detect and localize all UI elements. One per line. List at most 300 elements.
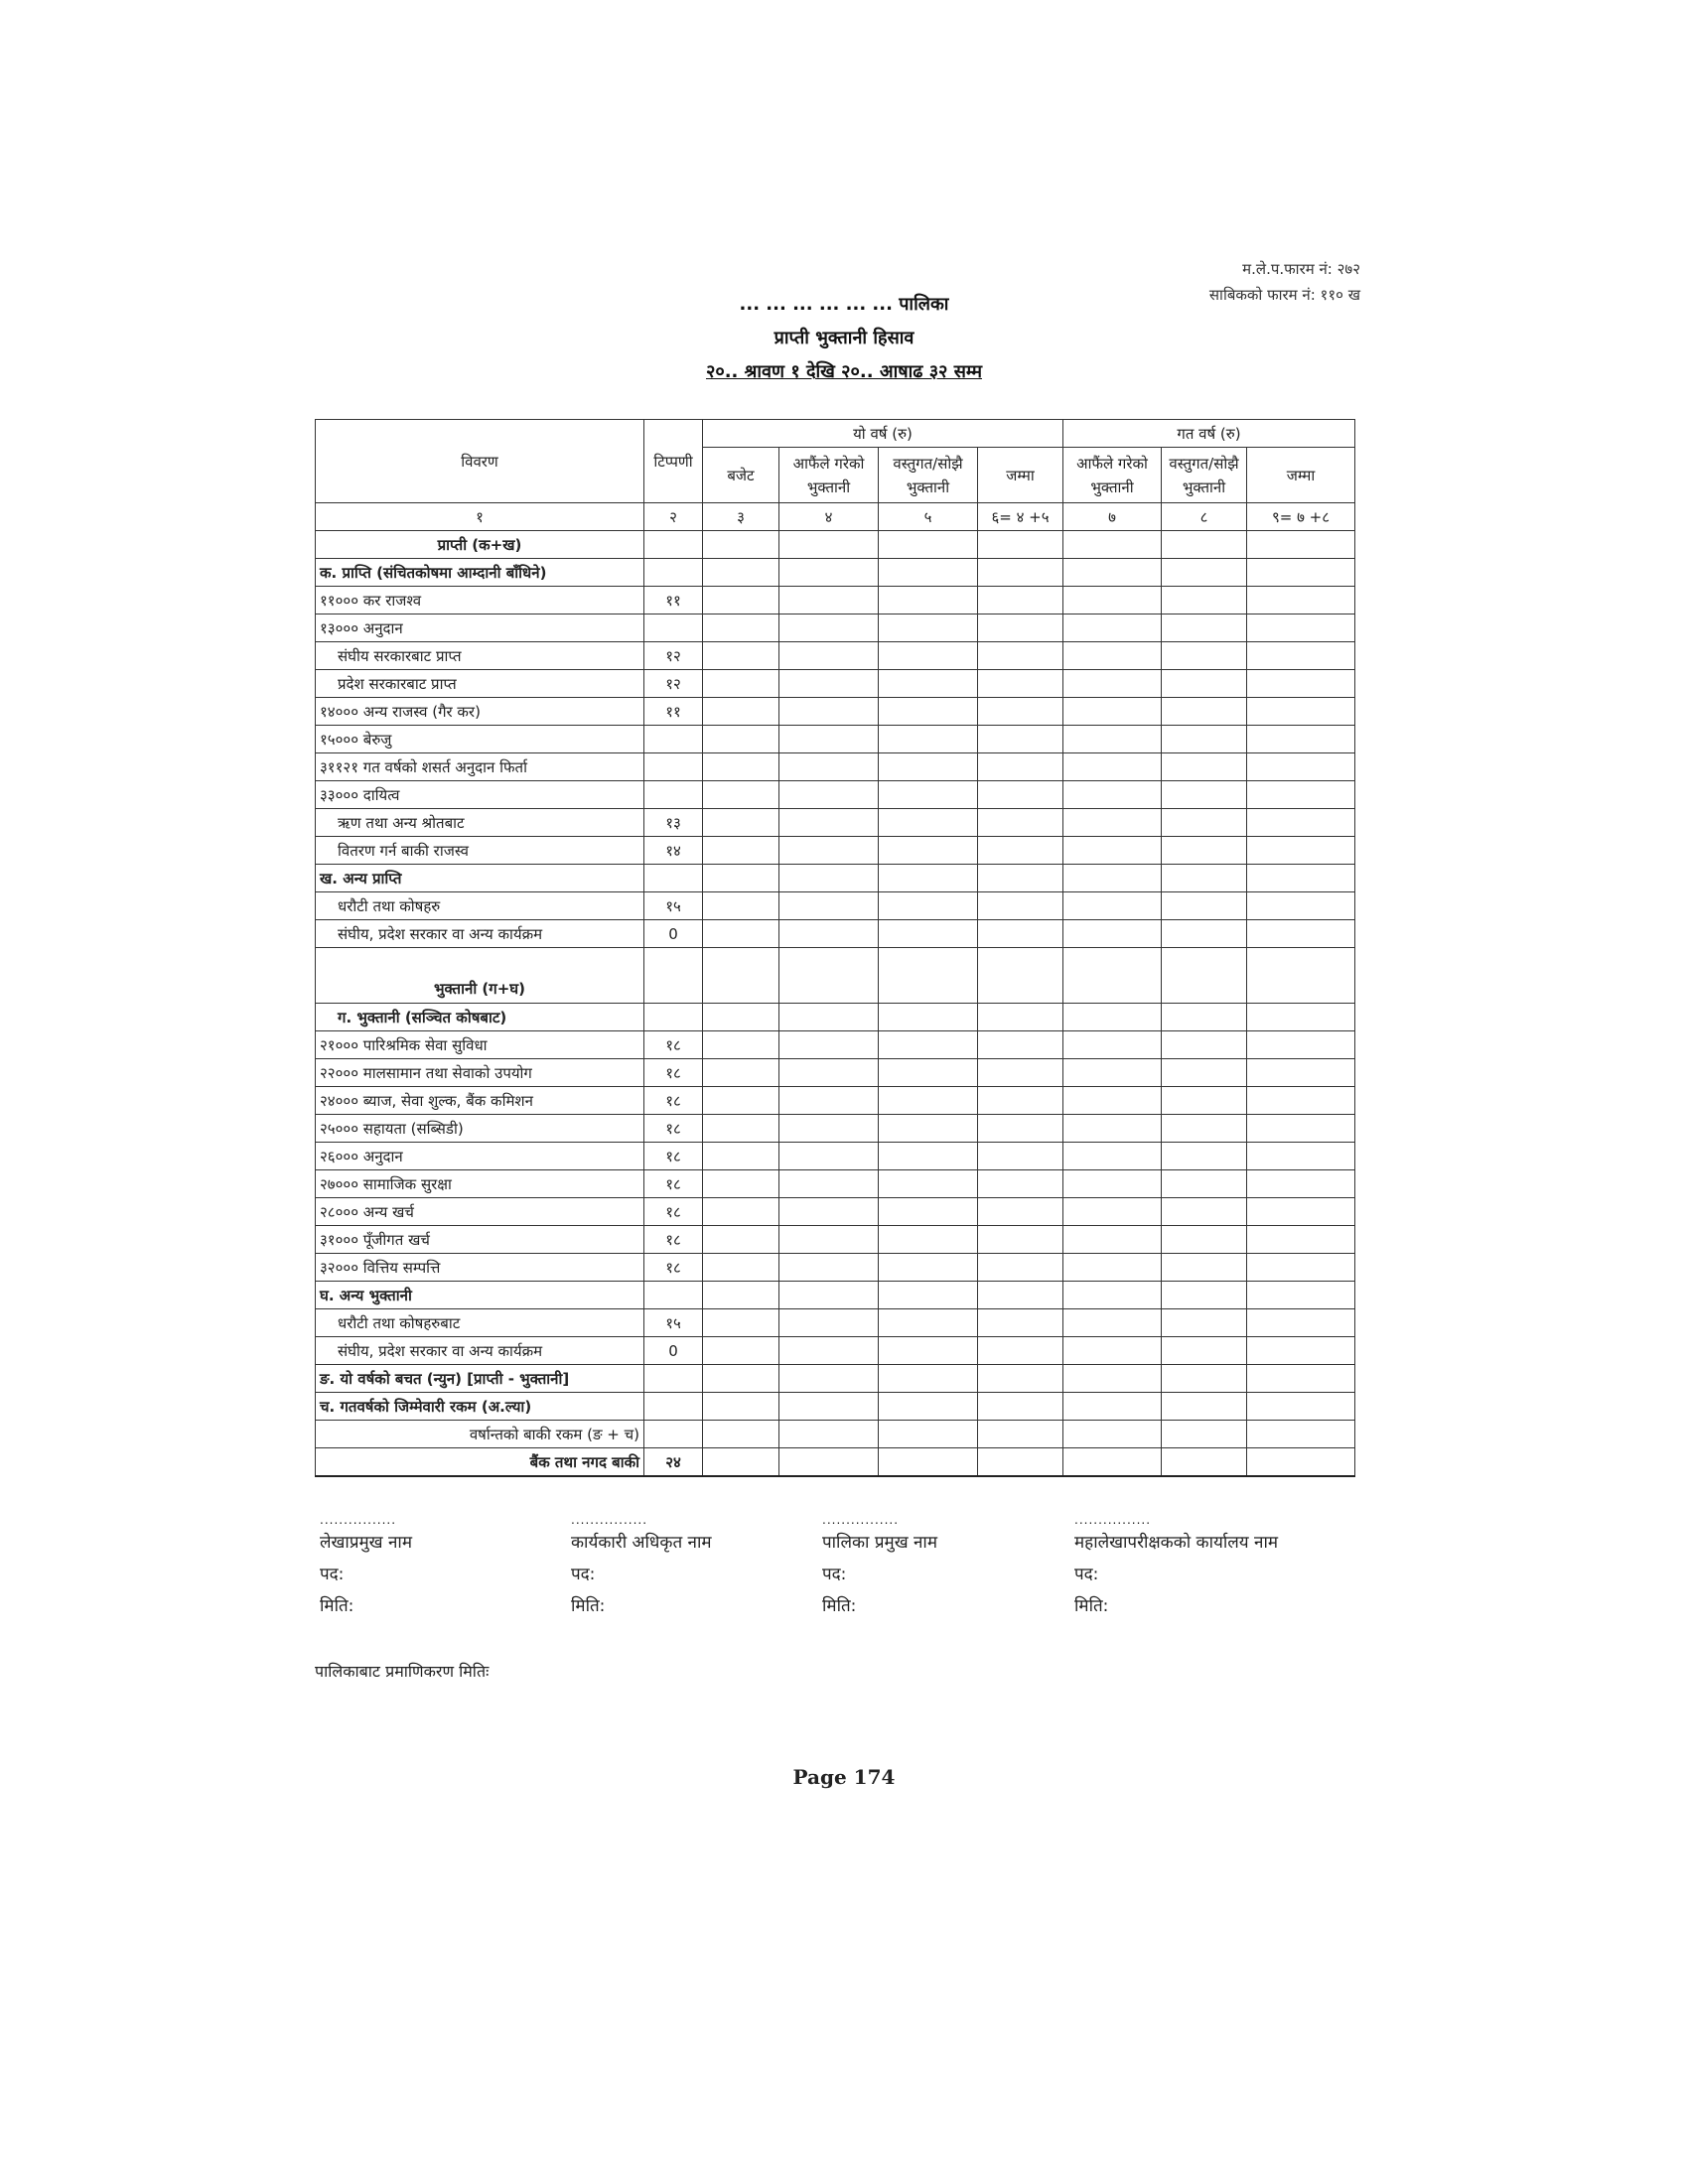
table-row	[316, 1059, 1355, 1087]
amount-cell	[879, 614, 978, 642]
amount-cell	[1247, 698, 1355, 726]
amount-cell	[879, 1282, 978, 1309]
amount-cell	[703, 920, 779, 948]
col-number: ६= ४ +५	[978, 503, 1063, 531]
amount-cell	[1247, 531, 1355, 559]
table-row	[316, 1393, 1355, 1421]
amount-cell	[779, 892, 879, 920]
amount-cell	[879, 642, 978, 670]
amount-cell	[1162, 587, 1247, 614]
amount-cell	[1162, 865, 1247, 892]
amount-cell	[1063, 726, 1162, 753]
column-number-row	[316, 503, 1355, 531]
row-label: २५००० सहायता (सब्सिडी)	[316, 1115, 644, 1143]
amount-cell	[1162, 1337, 1247, 1365]
signature-line: ................	[1074, 1513, 1152, 1527]
amount-cell	[1063, 920, 1162, 948]
amount-cell	[1063, 1170, 1162, 1198]
amount-cell	[1247, 865, 1355, 892]
receipt-payment-table	[315, 419, 1355, 1477]
amount-cell	[779, 1309, 879, 1337]
row-label: संघीय सरकारबाट प्राप्त	[316, 642, 644, 670]
amount-cell	[879, 781, 978, 809]
row-label: २६००० अनुदान	[316, 1143, 644, 1170]
row-label: धरौटी तथा कोषहरुबाट	[316, 1309, 644, 1337]
amount-cell	[978, 1004, 1063, 1031]
amount-cell	[779, 587, 879, 614]
amount-cell	[779, 698, 879, 726]
row-note	[644, 753, 703, 781]
amount-cell	[978, 1448, 1063, 1477]
amount-cell	[779, 1087, 879, 1115]
signature-post: पद:	[822, 1565, 847, 1584]
amount-cell	[978, 559, 1063, 587]
row-label: वर्षान्तको बाकी रकम (ङ + च)	[316, 1421, 644, 1448]
amount-cell	[1063, 1309, 1162, 1337]
col-number: ९= ७ +८	[1247, 503, 1355, 531]
row-note: १३	[644, 809, 703, 837]
amount-cell	[703, 587, 779, 614]
signature-date: मिति:	[822, 1596, 857, 1616]
row-note: १८	[644, 1031, 703, 1059]
table-row	[316, 642, 1355, 670]
amount-cell	[978, 1309, 1063, 1337]
row-label: क. प्राप्ति (संचितकोषमा आम्दानी बाँधिने)	[316, 559, 644, 587]
table-row	[316, 1282, 1355, 1309]
header-ly-total: जम्मा	[1247, 448, 1355, 503]
amount-cell	[1063, 892, 1162, 920]
amount-cell	[879, 1004, 978, 1031]
amount-cell	[978, 837, 1063, 865]
amount-cell	[978, 1059, 1063, 1087]
amount-cell	[1063, 531, 1162, 559]
document-title: प्राप्ती भुक्तानी हिसाव	[774, 328, 914, 348]
row-label: ङ. यो वर्षको बचत (न्युन) [प्राप्ती - भुक्तानी]	[316, 1365, 644, 1393]
amount-cell	[1063, 1337, 1162, 1365]
amount-cell	[879, 698, 978, 726]
amount-cell	[879, 1170, 978, 1198]
amount-cell	[978, 670, 1063, 698]
amount-cell	[879, 1421, 978, 1448]
amount-cell	[779, 1115, 879, 1143]
amount-cell	[1162, 1448, 1247, 1477]
amount-cell	[879, 920, 978, 948]
amount-cell	[1247, 781, 1355, 809]
amount-cell	[1162, 642, 1247, 670]
amount-cell	[978, 614, 1063, 642]
amount-cell	[703, 1059, 779, 1087]
amount-cell	[703, 1170, 779, 1198]
amount-cell	[703, 1421, 779, 1448]
header-ly-direct-payment: वस्तुगत/सोझै भुक्तानी	[1162, 448, 1247, 503]
amount-cell	[1247, 753, 1355, 781]
amount-cell	[978, 642, 1063, 670]
amount-cell	[1162, 781, 1247, 809]
amount-cell	[779, 753, 879, 781]
amount-cell	[779, 642, 879, 670]
row-label: १५००० बेरुजु	[316, 726, 644, 753]
amount-cell	[1162, 1309, 1247, 1337]
amount-cell	[879, 1393, 978, 1421]
row-label: २४००० ब्याज, सेवा शुल्क, बैंक कमिशन	[316, 1087, 644, 1115]
amount-cell	[1063, 1226, 1162, 1254]
signature-line: ................	[822, 1513, 900, 1527]
form-number-current: म.ले.प.फारम नं: २७२	[1242, 260, 1360, 278]
amount-cell	[1063, 1143, 1162, 1170]
amount-cell	[779, 809, 879, 837]
table-row	[316, 1337, 1355, 1365]
amount-cell	[1247, 1198, 1355, 1226]
amount-cell	[779, 1337, 879, 1365]
signature-name: महालेखापरीक्षकको कार्यालय नाम	[1074, 1533, 1279, 1553]
amount-cell	[978, 1170, 1063, 1198]
row-note	[644, 614, 703, 642]
amount-cell	[703, 1115, 779, 1143]
signature-post: पद:	[1074, 1565, 1099, 1584]
amount-cell	[879, 1087, 978, 1115]
amount-cell	[978, 1115, 1063, 1143]
amount-cell	[703, 1448, 779, 1477]
row-note: १८	[644, 1170, 703, 1198]
table-row	[316, 1198, 1355, 1226]
amount-cell	[1063, 1421, 1162, 1448]
signature-block-auditor-general-office	[1074, 1513, 1372, 1622]
row-label: च. गतवर्षको जिम्मेवारी रकम (अ.ल्या)	[316, 1393, 644, 1421]
amount-cell	[1063, 948, 1162, 1004]
amount-cell	[879, 1337, 978, 1365]
amount-cell	[1247, 614, 1355, 642]
table-row	[316, 1004, 1355, 1031]
col-number: ५	[879, 503, 978, 531]
table-row	[316, 1309, 1355, 1337]
amount-cell	[978, 1226, 1063, 1254]
amount-cell	[1247, 920, 1355, 948]
table-row	[316, 920, 1355, 948]
amount-cell	[1162, 1226, 1247, 1254]
row-note	[644, 1421, 703, 1448]
amount-cell	[703, 753, 779, 781]
row-note	[644, 559, 703, 587]
amount-cell	[779, 948, 879, 1004]
table-row	[316, 1421, 1355, 1448]
amount-cell	[779, 1198, 879, 1226]
table-row	[316, 892, 1355, 920]
amount-cell	[1063, 1198, 1162, 1226]
amount-cell	[703, 1393, 779, 1421]
amount-cell	[1063, 1365, 1162, 1393]
amount-cell	[703, 948, 779, 1004]
row-note	[644, 781, 703, 809]
amount-cell	[779, 531, 879, 559]
row-note	[644, 1004, 703, 1031]
signature-block-executive-officer	[571, 1513, 829, 1622]
amount-cell	[1162, 531, 1247, 559]
row-note	[644, 1393, 703, 1421]
row-label: संघीय, प्रदेश सरकार वा अन्य कार्यक्रम	[316, 1337, 644, 1365]
amount-cell	[1063, 1115, 1162, 1143]
amount-cell	[1247, 670, 1355, 698]
table-row	[316, 1031, 1355, 1059]
row-note: १८	[644, 1087, 703, 1115]
amount-cell	[779, 837, 879, 865]
amount-cell	[978, 753, 1063, 781]
amount-cell	[1162, 1115, 1247, 1143]
amount-cell	[1162, 1282, 1247, 1309]
certification-date: पालिकाबाट प्रमाणिकरण मितिः	[315, 1662, 490, 1681]
signature-name: लेखाप्रमुख नाम	[320, 1533, 412, 1553]
row-label: घ. अन्य भुक्तानी	[316, 1282, 644, 1309]
signature-block-municipality-chief	[822, 1513, 1080, 1622]
amount-cell	[978, 1421, 1063, 1448]
amount-cell	[1247, 809, 1355, 837]
table-row	[316, 1087, 1355, 1115]
signature-name: कार्यकारी अधिकृत नाम	[571, 1533, 712, 1553]
amount-cell	[779, 1143, 879, 1170]
amount-cell	[1247, 1421, 1355, 1448]
signature-block-accounts-chief	[320, 1513, 578, 1622]
amount-cell	[703, 698, 779, 726]
table-row	[316, 1365, 1355, 1393]
table-row	[316, 1448, 1355, 1477]
row-note	[644, 865, 703, 892]
amount-cell	[879, 892, 978, 920]
row-note: १८	[644, 1115, 703, 1143]
signature-post: पद:	[320, 1565, 345, 1584]
amount-cell	[1162, 920, 1247, 948]
amount-cell	[703, 1087, 779, 1115]
table-row	[316, 726, 1355, 753]
row-label: २७००० सामाजिक सुरक्षा	[316, 1170, 644, 1198]
amount-cell	[1247, 726, 1355, 753]
col-number: ४	[779, 503, 879, 531]
amount-cell	[703, 892, 779, 920]
row-note: १८	[644, 1059, 703, 1087]
amount-cell	[779, 1254, 879, 1282]
amount-cell	[779, 1448, 879, 1477]
table-row	[316, 781, 1355, 809]
row-note: १८	[644, 1143, 703, 1170]
amount-cell	[1063, 781, 1162, 809]
amount-cell	[978, 892, 1063, 920]
amount-cell	[779, 1365, 879, 1393]
amount-cell	[703, 559, 779, 587]
amount-cell	[879, 753, 978, 781]
amount-cell	[978, 1087, 1063, 1115]
amount-cell	[978, 948, 1063, 1004]
amount-cell	[879, 726, 978, 753]
amount-cell	[1247, 1226, 1355, 1254]
amount-cell	[703, 1254, 779, 1282]
amount-cell	[879, 1059, 978, 1087]
signature-date: मिति:	[320, 1596, 354, 1616]
amount-cell	[1247, 1004, 1355, 1031]
amount-cell	[879, 948, 978, 1004]
amount-cell	[1162, 614, 1247, 642]
amount-cell	[1063, 642, 1162, 670]
row-label: ३३००० दायित्व	[316, 781, 644, 809]
amount-cell	[703, 726, 779, 753]
table-row	[316, 1170, 1355, 1198]
amount-cell	[779, 559, 879, 587]
row-note: ११	[644, 698, 703, 726]
row-label: प्रदेश सरकारबाट प्राप्त	[316, 670, 644, 698]
row-note	[644, 531, 703, 559]
signature-post: पद:	[571, 1565, 596, 1584]
page-number: Page 174	[792, 1765, 896, 1789]
amount-cell	[978, 865, 1063, 892]
col-number: ३	[703, 503, 779, 531]
signature-line: ................	[320, 1513, 397, 1527]
row-label: बैंक तथा नगद बाकी	[316, 1448, 644, 1477]
signature-name: पालिका प्रमुख नाम	[822, 1533, 938, 1553]
amount-cell	[978, 1198, 1063, 1226]
header-direct-payment: वस्तुगत/सोझै भुक्तानी	[879, 448, 978, 503]
amount-cell	[1162, 809, 1247, 837]
amount-cell	[1162, 1087, 1247, 1115]
amount-cell	[879, 531, 978, 559]
amount-cell	[1063, 1448, 1162, 1477]
row-label: ३११२१ गत वर्षको शसर्त अनुदान फिर्ता	[316, 753, 644, 781]
amount-cell	[1063, 753, 1162, 781]
amount-cell	[1162, 1031, 1247, 1059]
amount-cell	[1247, 1115, 1355, 1143]
table-row	[316, 531, 1355, 559]
amount-cell	[978, 726, 1063, 753]
amount-cell	[1247, 892, 1355, 920]
row-label: ३१००० पूँजीगत खर्च	[316, 1226, 644, 1254]
row-label: प्राप्ती (क+ख)	[316, 531, 644, 559]
amount-cell	[1247, 1170, 1355, 1198]
amount-cell	[1162, 837, 1247, 865]
row-note: ११	[644, 587, 703, 614]
amount-cell	[879, 1031, 978, 1059]
table-row	[316, 698, 1355, 726]
row-label: ख. अन्य प्राप्ति	[316, 865, 644, 892]
header-note: टिप्पणी	[644, 420, 703, 503]
amount-cell	[879, 1448, 978, 1477]
row-label: ग. भुक्तानी (सञ्चित कोषबाट)	[316, 1004, 644, 1031]
amount-cell	[1247, 1393, 1355, 1421]
amount-cell	[1063, 1393, 1162, 1421]
table-row	[316, 1254, 1355, 1282]
amount-cell	[1063, 837, 1162, 865]
amount-cell	[1162, 948, 1247, 1004]
col-number: १	[316, 503, 644, 531]
amount-cell	[1162, 1170, 1247, 1198]
amount-cell	[779, 1282, 879, 1309]
amount-cell	[1162, 698, 1247, 726]
amount-cell	[779, 920, 879, 948]
row-note	[644, 726, 703, 753]
table-body	[316, 531, 1355, 1477]
amount-cell	[703, 1031, 779, 1059]
table-row	[316, 865, 1355, 892]
amount-cell	[978, 1282, 1063, 1309]
amount-cell	[703, 809, 779, 837]
table-row	[316, 587, 1355, 614]
header-details: विवरण	[316, 420, 644, 503]
amount-cell	[1162, 1004, 1247, 1031]
amount-cell	[1247, 1337, 1355, 1365]
amount-cell	[1063, 559, 1162, 587]
row-label: वितरण गर्न बाकी राजस्व	[316, 837, 644, 865]
amount-cell	[779, 1170, 879, 1198]
amount-cell	[978, 1143, 1063, 1170]
amount-cell	[1247, 1309, 1355, 1337]
row-note: १२	[644, 670, 703, 698]
amount-cell	[703, 1309, 779, 1337]
amount-cell	[1063, 1004, 1162, 1031]
header-budget: बजेट	[703, 448, 779, 503]
form-number-previous: साबिकको फारम नं: ११० ख	[1208, 286, 1360, 304]
amount-cell	[879, 1365, 978, 1393]
amount-cell	[978, 809, 1063, 837]
amount-cell	[1162, 670, 1247, 698]
amount-cell	[703, 1226, 779, 1254]
row-label: ऋण तथा अन्य श्रोतबाट	[316, 809, 644, 837]
amount-cell	[879, 809, 978, 837]
amount-cell	[1063, 865, 1162, 892]
header-this-year: यो वर्ष (रु)	[703, 420, 1063, 448]
row-label: ३२००० वित्तिय सम्पत्ति	[316, 1254, 644, 1282]
row-label: २१००० पारिश्रमिक सेवा सुविधा	[316, 1031, 644, 1059]
amount-cell	[1247, 1059, 1355, 1087]
amount-cell	[978, 587, 1063, 614]
amount-cell	[703, 781, 779, 809]
row-label: भुक्तानी (ग+घ)	[316, 948, 644, 1004]
amount-cell	[779, 781, 879, 809]
amount-cell	[703, 670, 779, 698]
amount-cell	[1063, 698, 1162, 726]
row-note: १८	[644, 1254, 703, 1282]
amount-cell	[1247, 1448, 1355, 1477]
amount-cell	[779, 1004, 879, 1031]
row-label: १४००० अन्य राजस्व (गैर कर)	[316, 698, 644, 726]
amount-cell	[978, 698, 1063, 726]
amount-cell	[1162, 1365, 1247, 1393]
amount-cell	[703, 1337, 779, 1365]
header-own-payment: आफैंले गरेको भुक्तानी	[779, 448, 879, 503]
amount-cell	[978, 920, 1063, 948]
amount-cell	[1247, 948, 1355, 1004]
amount-cell	[978, 1031, 1063, 1059]
row-label: ११००० कर राजश्व	[316, 587, 644, 614]
amount-cell	[978, 1254, 1063, 1282]
amount-cell	[879, 587, 978, 614]
row-label: २२००० मालसामान तथा सेवाको उपयोग	[316, 1059, 644, 1087]
amount-cell	[703, 531, 779, 559]
amount-cell	[703, 614, 779, 642]
header-total: जम्मा	[978, 448, 1063, 503]
amount-cell	[879, 670, 978, 698]
amount-cell	[703, 1198, 779, 1226]
amount-cell	[1247, 1143, 1355, 1170]
amount-cell	[1063, 1059, 1162, 1087]
amount-cell	[1247, 1365, 1355, 1393]
amount-cell	[1247, 1254, 1355, 1282]
amount-cell	[978, 781, 1063, 809]
period-title: २०.. श्रावण १ देखि २०.. आषाढ ३२ सम्म	[705, 361, 983, 382]
amount-cell	[879, 1226, 978, 1254]
col-number: २	[644, 503, 703, 531]
amount-cell	[779, 726, 879, 753]
amount-cell	[779, 1226, 879, 1254]
header-ly-own-payment: आफैंले गरेको भुक्तानी	[1063, 448, 1162, 503]
table-row	[316, 559, 1355, 587]
amount-cell	[779, 1421, 879, 1448]
row-note: १४	[644, 837, 703, 865]
amount-cell	[1063, 1282, 1162, 1309]
